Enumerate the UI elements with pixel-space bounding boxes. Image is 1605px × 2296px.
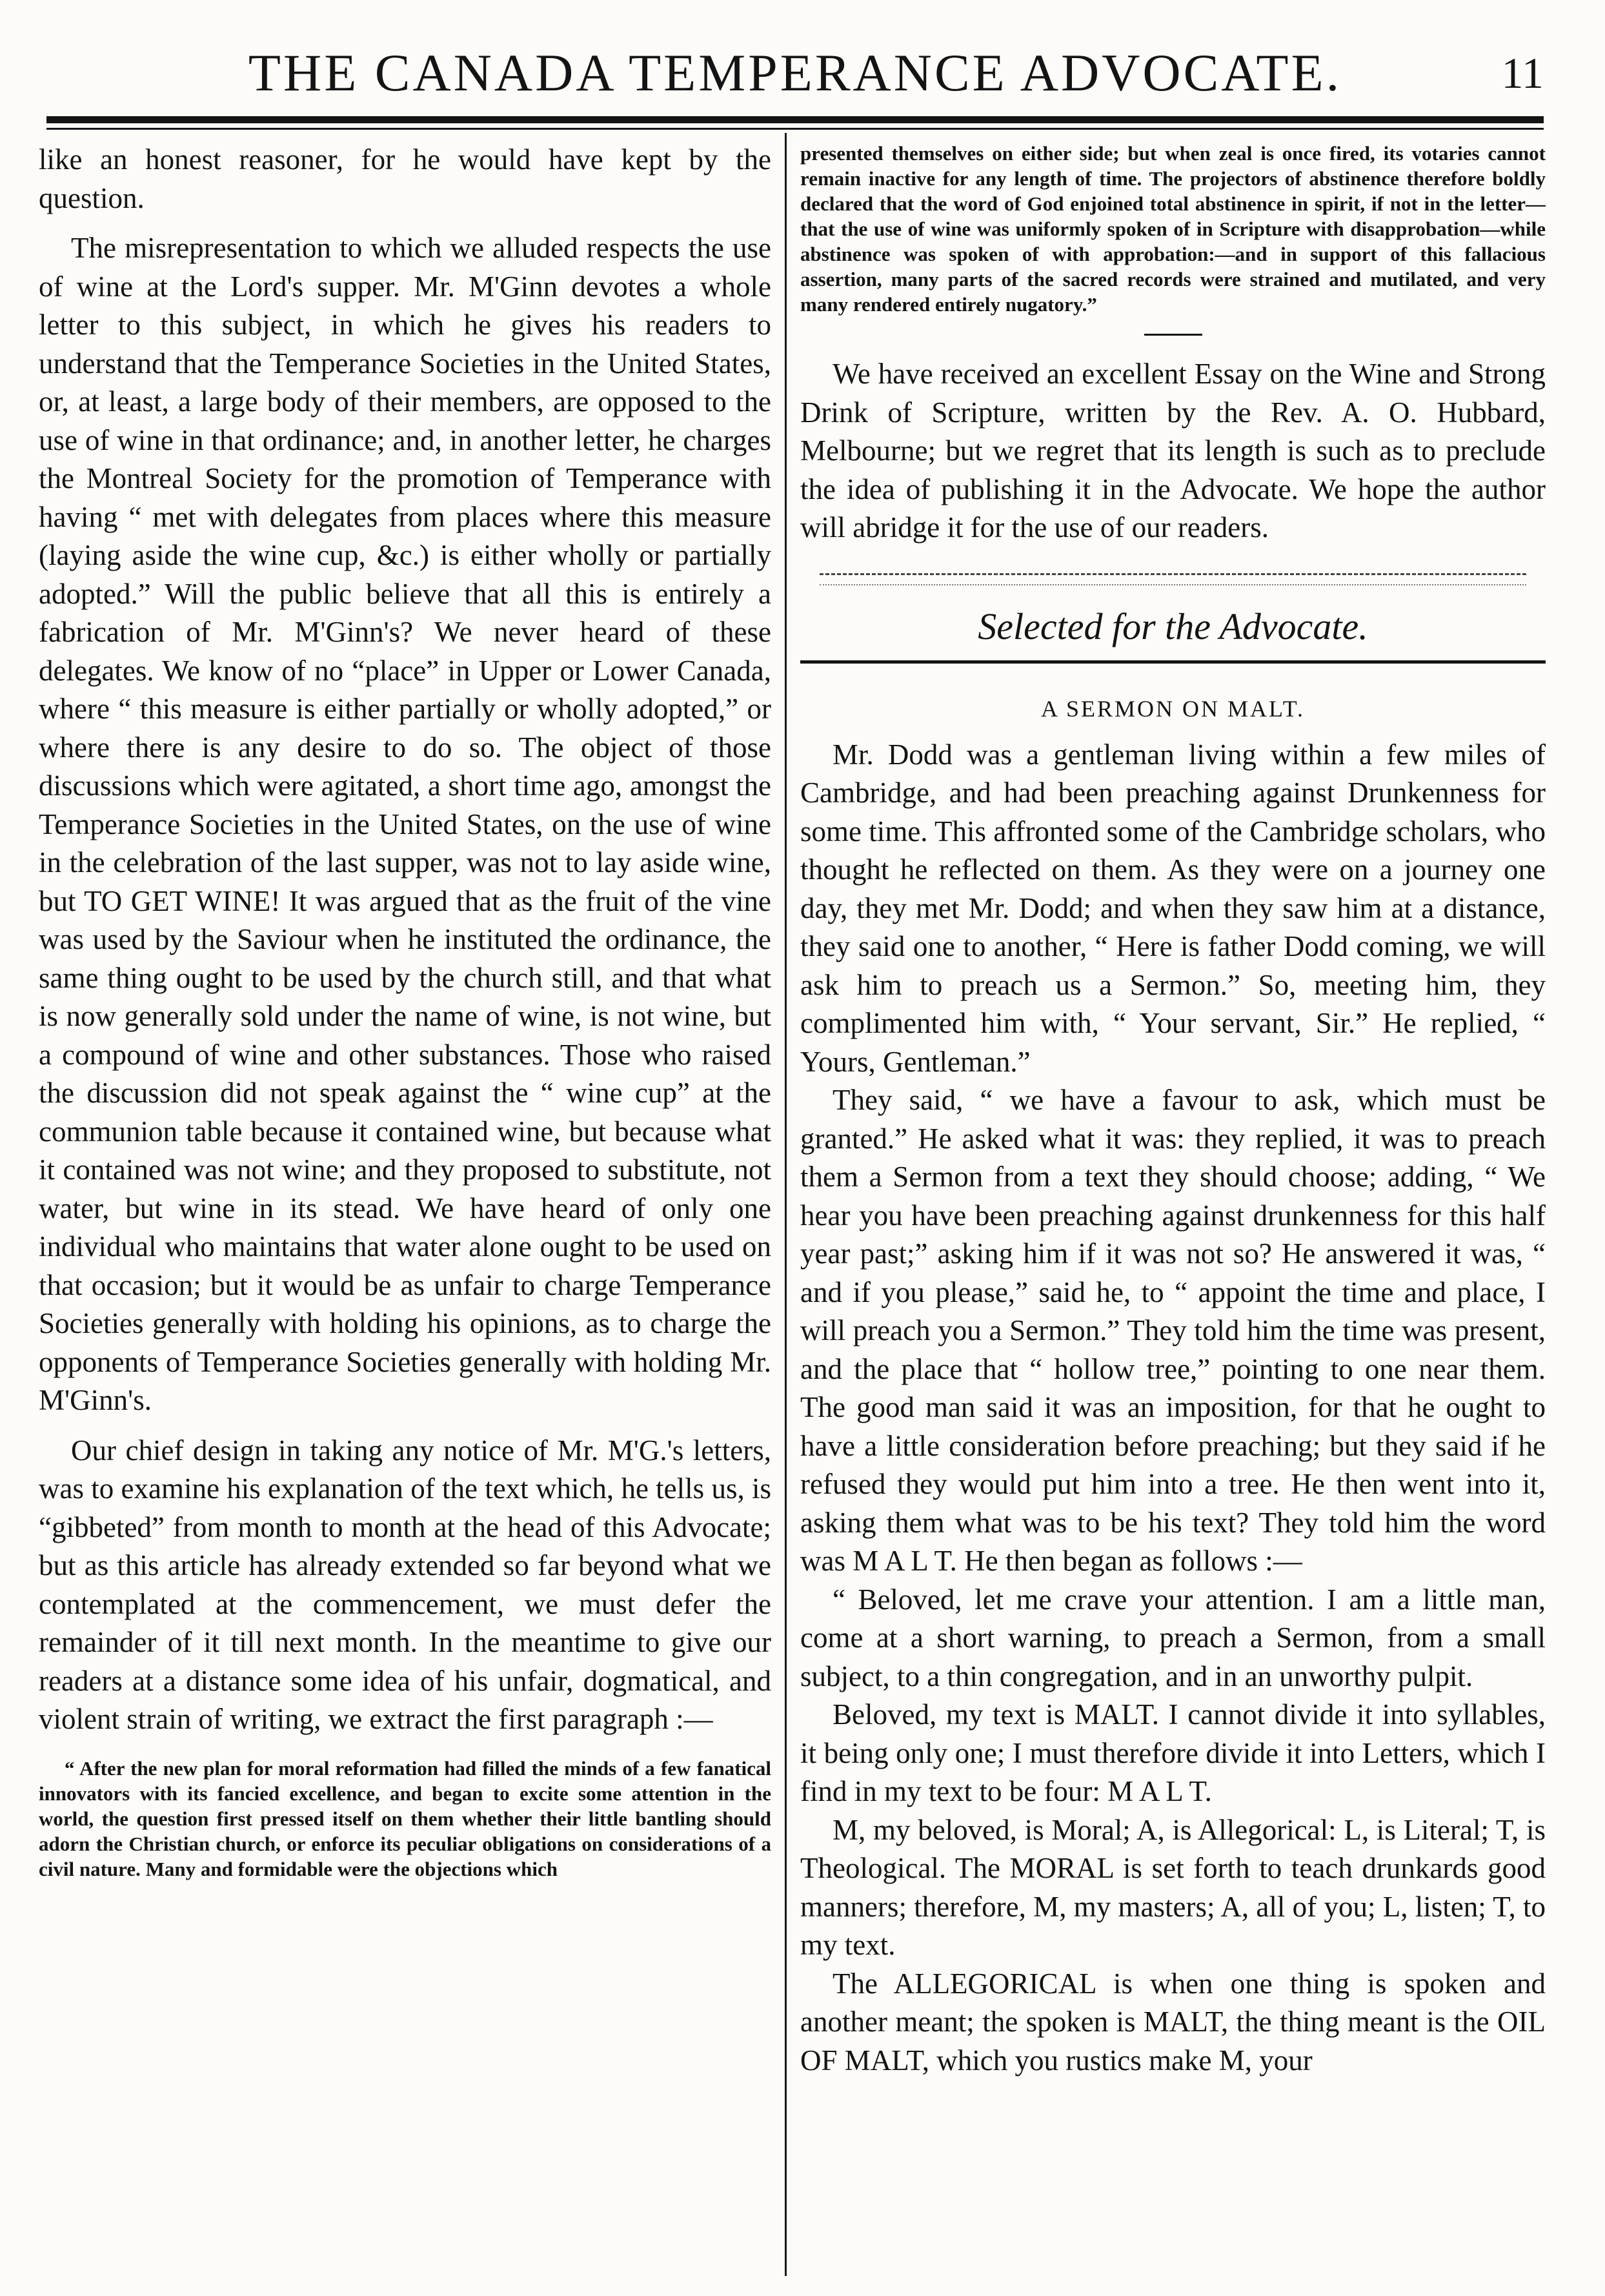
header-rule-thin <box>46 128 1544 130</box>
paragraph-wine-misrepresentation: The misrepresentation to which we alluded respects the use of wine at the Lord's supper. Mr. M'Ginn devotes a whole letter to this subject, in which he gives his readers to understand that the Temperance Societies in the United States, or, at least, a large body of their members, are opposed to the use of wine in that ordinance; and, in another letter, he charges the Montreal Society for the promotion of Temperance with having “ met with delegates from places where this measure (laying aside the wine cup, &c.) is either wholly or partially adopted.” Will the public believe that all this is entirely a fabrication of Mr. M'Ginn's? We never heard of these delegates. We know of no “place” in Upper or Lower Canada, where “ this measure is either partially or wholly adopted,” or where there is any desire to do so. The object of those discussions which were agitated, a short time ago, amongst the Temperance Societies in the United States, on the use of wine in the celebration of the last supper, was not to lay aside wine, but TO GET WINE! It was argued that as the fruit of the vine was used by the Saviour when he instituted the ordinance, the same thing ought to be used by the church still, and that what is now generally sold under the name of wine, is not wine, but a compound of wine and other substances. Those who raised the discussion did not speak against the “ wine cup” at the communion table because it contained wine, but because what it contained was not wine; and they proposed to substitute, not water, but wine in its stead. We have heard of only one individual who maintains that water alone ought to be used on that occasion; but it would be as unfair to charge Temperance Societies generally with holding his opinions, as to charge the opponents of Temperance Societies generally with holding Mr. M'Ginn's. <box>39 232 771 1416</box>
dashed-divider <box>820 573 1526 585</box>
sermon-paragraph-2: They said, “ we have a favour to ask, which must be granted.” He asked what it was: they replied, it was to preach them a Sermon from a text they should choose; adding, “ We hear you have been preaching against drunkenness for this half year past;” asking him if it was not so? He answered it was, “ and if you please,” said he, to “ appoint the time and place, I will preach you a Sermon.” They told him the time was present, and the place that “ hollow tree,” pointing to one near them. The good man said it was an imposition, for that he ought to have a little consideration before preaching; but they said if he refused they would put him into a tree. He then went into it, asking them what was to be his text? They told him the word was M A L T. He then began as follows :— <box>800 1084 1546 1577</box>
sermon-paragraph-1: Mr. Dodd was a gentleman living within a few miles of Cambridge, and had been preaching against Drunkenness for some time. This affronted some of the Cambridge scholars, who thought he reflected on them. As they were on a journey one day, they met Mr. Dodd; and when they saw him at a distance, they said one to another, “ Here is father Dodd coming, we will ask him to preach us a Sermon.” So, meeting him, they complimented him with, “ Your servant, Sir.” He replied, “ Yours, Gentleman.” <box>800 738 1546 1078</box>
page-number: 11 <box>1501 48 1544 97</box>
sermon-paragraph-3: “ Beloved, let me crave your attention. I am a little man, come at a short warning, to preach a Sermon, from a small subject, to a thin congregation, and in an unworthy pulpit. <box>800 1583 1546 1692</box>
essay-notice: We have received an excellent Essay on the Wine and Strong Drink of Scripture, written by the Rev. A. O. Hubbard, Melbourne; but we regret that its length is such as to preclude the idea of publishing it in the Advocate. We hope the author will abridge it for the use of our readers. <box>800 358 1546 544</box>
article-title: A SERMON ON MALT. <box>1040 695 1306 722</box>
header-rule-thick <box>46 116 1544 123</box>
page-header <box>46 37 1544 108</box>
short-divider <box>1144 334 1202 336</box>
paragraph-continuation: like an honest reasoner, for he would have kept by the question. <box>39 143 771 214</box>
sermon-paragraph-5: M, my beloved, is Moral; A, is Allegorical: L, is Literal; T, is Theological. The MORAL is set forth to teach drunkards good manners; therefore, M, my masters; A, all of you; L, listen; T, to my text. <box>800 1813 1546 1961</box>
quoted-extract-continued-text: presented themselves on either side; but when zeal is once fired, its votaries cannot remain inactive for any length of time. The projectors of abstinence therefore boldly declared that the word of God enjoined total abstinence in spirit, if not in the letter—that the use of wine was uniformly spoken of in Scripture with disapprobation—while abstinence was spoken of with approbation:—and in support of this fallacious assertion, many parts of the sacred records were strained and mutilated, and very many rendered entirely nugatory.” <box>800 142 1546 316</box>
sermon-paragraph-4: Beloved, my text is MALT. I cannot divide it into syllables, it being only one; I must therefore divide it into Letters, which I find in my text to be four: M A L T. <box>800 1698 1546 1807</box>
section-rule <box>800 660 1546 664</box>
paragraph-chief-design: Our chief design in taking any notice of Mr. M'G.'s letters, was to examine his explanation of the text which, he tells us, is “gibbeted” from month to month at the head of this Advocate; but as this article has already extended so far beyond what we contemplated at the commencement, we must defer the remainder of it till next month. In the meantime to give our readers at a distance some idea of his unfair, dogmatical, and violent strain of writing, we extract the first paragraph :— <box>39 1434 771 1735</box>
quoted-extract-continued <box>800 141 1546 317</box>
sermon-paragraph-6: The ALLEGORICAL is when one thing is spoken and another meant; the spoken is MALT, the thing meant is the OIL OF MALT, which you rustics make M, your <box>800 1967 1546 2077</box>
running-title: THE CANADA TEMPERANCE ADVOCATE. <box>248 43 1342 102</box>
section-heading: Selected for the Advocate. <box>978 605 1368 647</box>
column-separator <box>785 133 787 2276</box>
right-column <box>800 141 1546 2281</box>
quoted-extract <box>39 1756 771 1882</box>
quoted-extract-text: “ After the new plan for moral reformation had filled the minds of a few fanatical innovators with its fancied excellence, and began to excite some attention in the world, the question first pressed itself on them whether their little bantling should adorn the Christian church, or enforce its peculiar obligations on considerations of a civil nature. Many and formidable were the objections which <box>39 1756 771 1880</box>
left-column <box>39 141 771 2281</box>
